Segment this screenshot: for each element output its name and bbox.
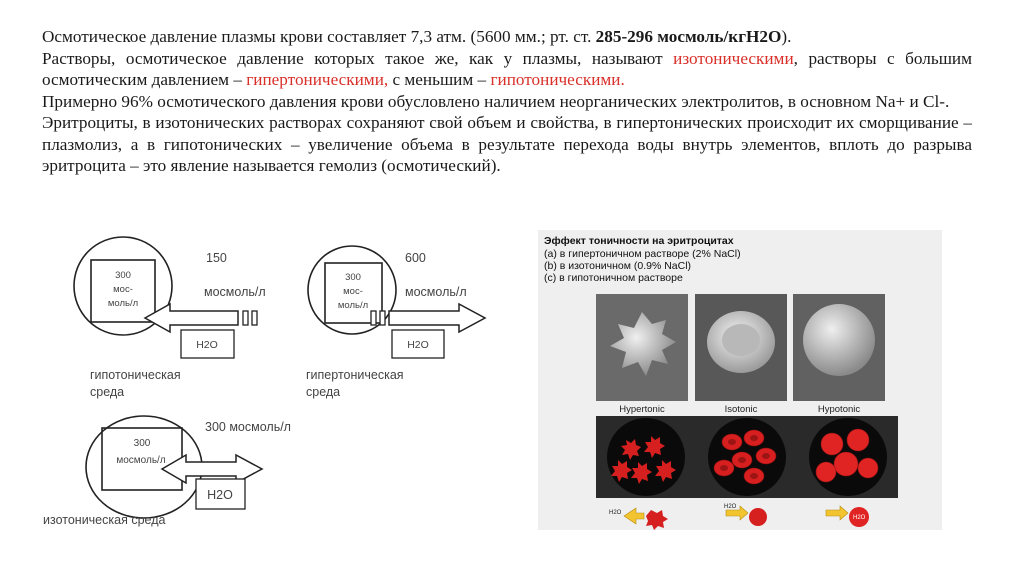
label-isotonic: Isotonic	[724, 404, 758, 415]
p2-text-c: с меньшим –	[388, 70, 491, 89]
cell-concentration: 300	[115, 270, 131, 281]
diagram-hypertonic	[306, 246, 485, 399]
cell-concentration: 300	[345, 272, 361, 283]
water-balance-icon	[724, 504, 767, 526]
p1-end: ).	[781, 27, 792, 46]
paragraph-electrolytes: Примерно 96% осмотического давления крови обусловлено наличием неорганических электролитов, в основном Na+ и Cl-.	[42, 91, 950, 111]
hypertonic-caption-2: среда	[306, 385, 341, 399]
paragraph-erythrocytes: Эритроциты, в изотонических растворах сохраняют свой объем и свойства, в гипертонических происходит их сморщивание – плазмолиз, а в гипотонических – увеличение объема в результате перехода воды внутрь элементов, вплоть до разрыва эритроцита – это явление называется гемолиз (осмотический).	[42, 113, 972, 175]
figure-legend-b: (b) в изотоничном (0.9% NaCl)	[544, 260, 692, 272]
water-in-icon	[826, 506, 869, 527]
arrow-tail-bar	[380, 311, 385, 325]
cell-unit-2: моль/л	[107, 298, 139, 309]
hypotonic-caption-2: среда	[90, 385, 125, 399]
cell-unit: мосмоль/л	[116, 455, 166, 466]
water-label: H2O	[407, 339, 429, 351]
cell-concentration: 300	[133, 438, 151, 449]
arrow-tail-bar	[243, 311, 248, 325]
cell-unit-2: моль/л	[337, 300, 369, 311]
isotonic-caption: изотоническая среда	[43, 513, 166, 527]
p2-text-a: Растворы, осмотическое давление которых такое же, как у плазмы, называют	[42, 48, 674, 68]
outside-unit: мосмоль/л	[204, 285, 266, 299]
label-hypotonic: Hypotonic	[817, 404, 861, 415]
term-isotonic: изотоническими	[673, 48, 794, 68]
p1-bold-value: 285-296 мосмоль/кгН2О	[595, 27, 782, 46]
blood-smear-strip	[596, 416, 898, 498]
water-flow-icons	[596, 502, 898, 530]
label-hypertonic: Hypertonic	[619, 404, 665, 415]
diagram-isotonic	[43, 416, 291, 527]
figure-legend-c: (c) в гипотоничном растворе	[544, 272, 683, 284]
arrow-tail-bar	[252, 311, 257, 325]
hypertonic-caption: гипертоническая	[306, 368, 404, 382]
outside-concentration: 600	[405, 251, 426, 265]
arrow-tail-bar	[371, 311, 376, 325]
term-hypotonic: гипотоническими.	[490, 70, 625, 89]
water-label: H2O	[724, 504, 737, 510]
cell-unit-1: мос-	[343, 286, 363, 297]
sem-image-hypotonic	[793, 294, 885, 401]
hypotonic-caption: гипотоническая	[90, 368, 181, 382]
term-hypertonic: гипертоническими,	[246, 70, 389, 89]
sem-image-hypertonic	[596, 294, 688, 401]
water-label: H2O	[853, 515, 866, 521]
water-out-icon	[609, 508, 668, 530]
tonicity-figure	[538, 230, 942, 530]
figure-title: Эффект тоничности на эритроцитах	[544, 235, 734, 247]
water-label: H2O	[196, 339, 218, 351]
outside-concentration: 150	[206, 251, 227, 265]
dish-hypertonic	[607, 418, 685, 496]
outside-unit: мосмоль/л	[405, 285, 467, 299]
water-arrow-left	[145, 304, 238, 332]
water-arrow-right	[389, 304, 485, 332]
cell-unit-1: мос-	[113, 284, 133, 295]
water-label: H2O	[207, 488, 233, 502]
p2-text-b: , растворы с большим осмотическим давлением –	[42, 48, 973, 89]
diagram-hypotonic	[74, 237, 266, 399]
figure-legend-a: (a) в гипертоничном растворе (2% NaCl)	[544, 248, 741, 260]
outside-concentration: 300 мосмоль/л	[205, 420, 291, 434]
sem-image-isotonic	[695, 294, 787, 401]
p1-text: Осмотическое давление плазмы крови составляет 7,3 атм. (5600 мм.; рт. ст.	[42, 27, 596, 46]
water-label: H2O	[609, 510, 622, 516]
